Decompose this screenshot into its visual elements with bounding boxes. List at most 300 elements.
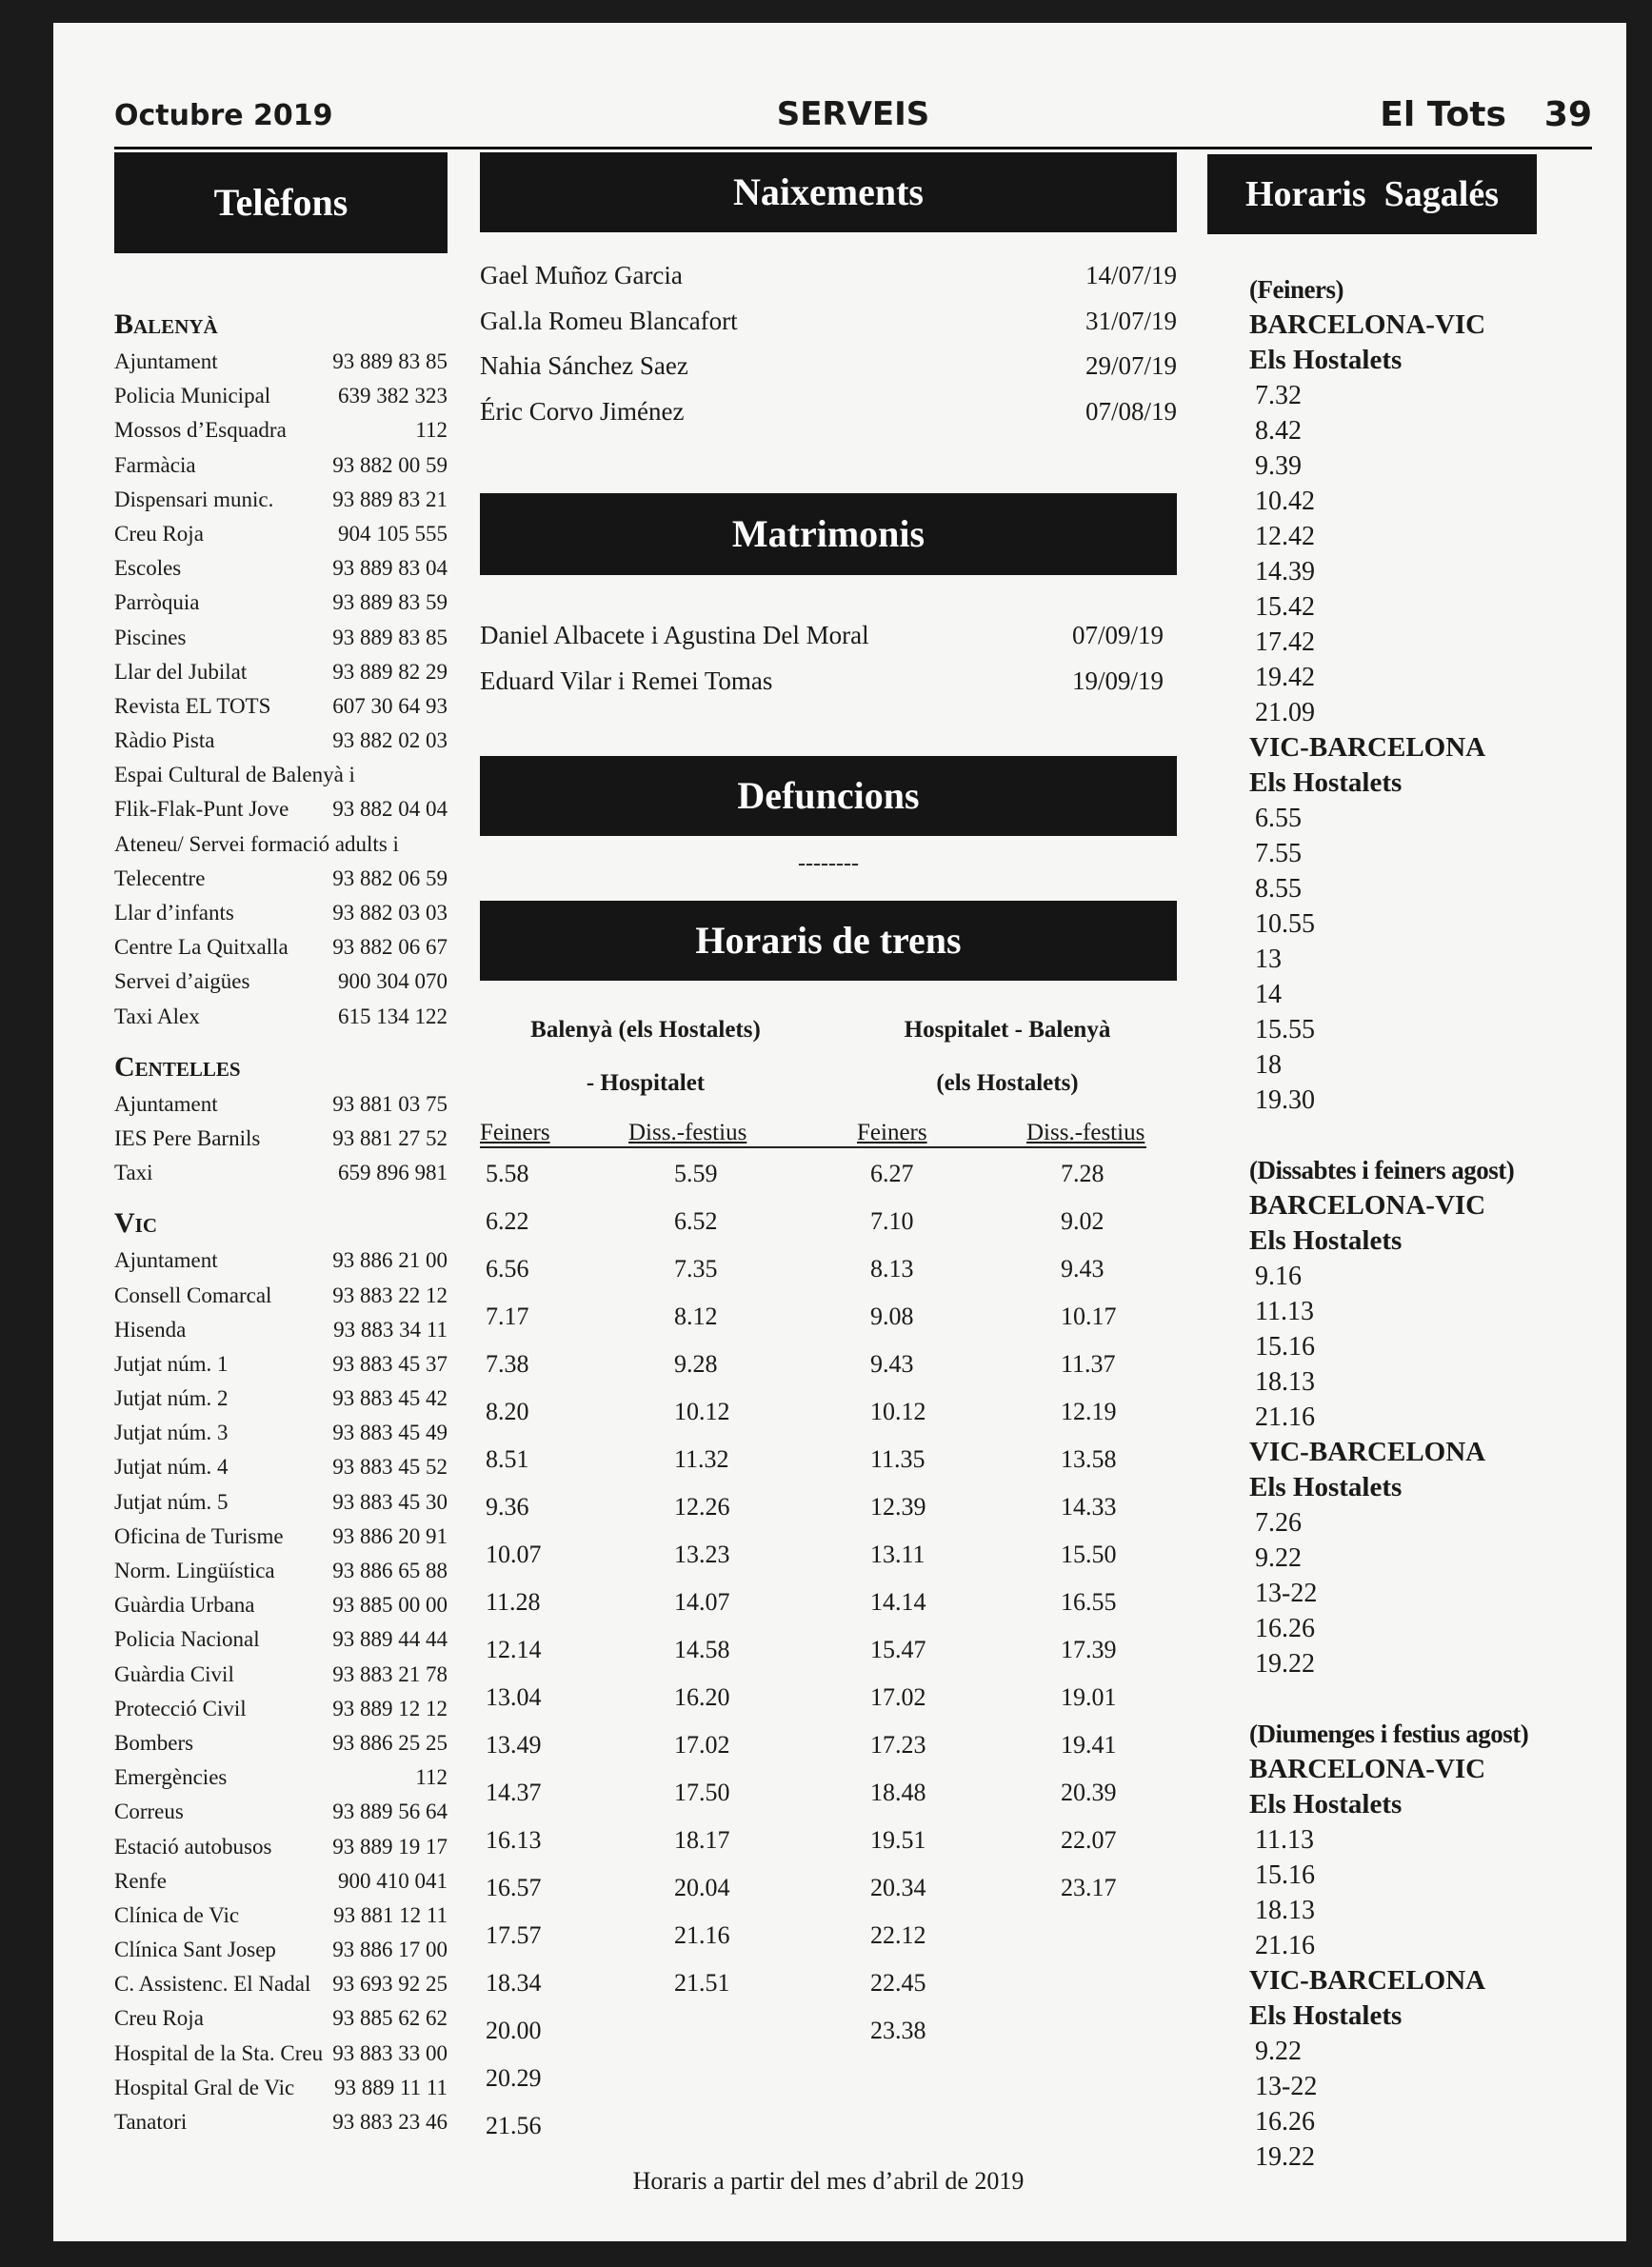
- train-time: 13.49: [486, 1731, 542, 1759]
- phone-number: 93 693 92 25: [332, 1972, 448, 1997]
- phone-list-vic: [114, 1243, 448, 2139]
- phone-entry: [114, 2001, 448, 2036]
- town-heading-vic: Vic: [114, 1207, 158, 1240]
- bus-time: 18.13: [1255, 1896, 1315, 1925]
- phone-label: Emergències: [114, 1765, 228, 1790]
- phone-entry: [114, 1382, 448, 1416]
- phone-label: Policia Nacional: [114, 1627, 260, 1652]
- train-time: 20.34: [870, 1874, 926, 1901]
- bus-time: 11.13: [1255, 1825, 1314, 1855]
- phone-entry: [114, 1000, 448, 1034]
- phone-entry: [114, 1450, 448, 1484]
- phone-entry: [114, 1087, 448, 1122]
- bus-time: 12.42: [1255, 522, 1315, 551]
- phone-label: Servei d’aigües: [114, 969, 250, 994]
- train-time: 22.12: [870, 1921, 926, 1949]
- phone-entry: [114, 1347, 448, 1382]
- bus-time: 10.55: [1255, 909, 1315, 939]
- train-time: 17.02: [870, 1683, 926, 1711]
- bus-time: 10.42: [1255, 487, 1315, 516]
- train-time: 7.28: [1061, 1160, 1105, 1187]
- phone-entry: [114, 1554, 448, 1588]
- train-time: 14.58: [674, 1636, 730, 1663]
- bus-time: 19.22: [1255, 2142, 1315, 2172]
- phone-number: 93 885 00 00: [332, 1593, 448, 1618]
- phone-entry: [114, 1658, 448, 1692]
- train-time: 9.43: [870, 1350, 914, 1378]
- train-time: 10.12: [870, 1398, 926, 1425]
- phone-entry: [114, 930, 448, 964]
- train-time: 16.55: [1061, 1588, 1117, 1616]
- train-time: 13.11: [870, 1541, 926, 1568]
- phone-entry: [114, 1622, 448, 1657]
- phone-number: 904 105 555: [338, 521, 448, 546]
- train-time: 11.35: [870, 1445, 926, 1473]
- phone-number: 93 883 22 12: [332, 1283, 448, 1307]
- phone-label: Espai Cultural de Balenyà i: [114, 763, 355, 787]
- bus-time: 19.30: [1255, 1085, 1315, 1115]
- r2-festius-label: Diss.-festius: [1026, 1120, 1145, 1145]
- phone-number: 607 30 64 93: [332, 693, 448, 718]
- phone-number: 93 883 34 11: [333, 1317, 448, 1342]
- phone-label: Ajuntament: [114, 1091, 218, 1116]
- publication-info: [1380, 95, 1592, 134]
- train-time: 8.13: [870, 1255, 914, 1283]
- train-time: 8.12: [674, 1303, 718, 1330]
- bus-time: 21.16: [1255, 1931, 1315, 1960]
- phone-entry: [114, 1899, 448, 1933]
- phone-entry: [114, 483, 448, 517]
- phone-number: 93 882 04 04: [332, 797, 448, 822]
- sagales-banner: Horaris Sagalés: [1207, 154, 1537, 234]
- event-date: 07/09/19: [1071, 621, 1164, 649]
- phone-number: 93 883 45 30: [332, 1489, 448, 1514]
- phone-number: 93 883 45 52: [332, 1455, 448, 1480]
- train-time: 16.13: [486, 1826, 542, 1854]
- bus-time: 15.16: [1255, 1860, 1315, 1890]
- train-time: 7.35: [674, 1255, 718, 1283]
- bus-time: 14: [1255, 980, 1282, 1009]
- train-time: 17.50: [674, 1779, 730, 1806]
- phone-entry: [114, 448, 448, 483]
- phone-entry: [114, 517, 448, 551]
- phone-number: 93 889 56 64: [332, 1800, 448, 1824]
- phone-number: 93 882 06 67: [332, 935, 448, 960]
- phone-label: Hisenda: [114, 1317, 187, 1342]
- phone-number: 93 889 83 21: [332, 487, 448, 511]
- train-time: 21.16: [674, 1921, 730, 1949]
- phone-label: Ateneu/ Servei formació adults i: [114, 831, 399, 856]
- event-date: 07/08/19: [1085, 396, 1177, 426]
- r2-feiners-label: Feiners: [857, 1120, 927, 1145]
- bus-time: 16.26: [1255, 2107, 1315, 2137]
- phone-number: 93 882 02 03: [332, 728, 448, 753]
- naixements-banner: Naixements: [480, 152, 1177, 232]
- bus-time: 8.55: [1255, 874, 1302, 904]
- phone-label: Jutjat núm. 1: [114, 1351, 229, 1376]
- person-name: Daniel Albacete i Agustina Del Moral: [480, 621, 869, 649]
- phone-entry: [114, 2071, 448, 2105]
- train-time: 10.17: [1061, 1303, 1117, 1330]
- train-time: 22.07: [1061, 1826, 1117, 1854]
- phone-entry: [114, 1726, 448, 1760]
- phone-entry: [114, 1313, 448, 1347]
- person-name: Nahia Sánchez Saez: [480, 351, 688, 380]
- phone-label: Piscines: [114, 625, 187, 649]
- train-time: 20.04: [674, 1874, 730, 1901]
- publication-name: El Tots: [1380, 95, 1506, 134]
- bus-time: 11.13: [1255, 1297, 1314, 1326]
- train-time: 7.17: [486, 1303, 529, 1330]
- phone-label: Ràdio Pista: [114, 728, 215, 753]
- bus-time: 7.32: [1255, 381, 1302, 410]
- phone-entry: [114, 586, 448, 620]
- train-time: 13.23: [674, 1541, 730, 1568]
- bus-route: BARCELONA-VIC: [1249, 1190, 1486, 1221]
- phone-number: 93 889 83 59: [332, 590, 448, 615]
- bus-stop: Els Hostalets: [1249, 2000, 1403, 2031]
- train-time: 18.34: [486, 1969, 542, 1997]
- town-heading-balenya: Balenyà: [114, 308, 218, 340]
- phone-label: Revista EL TOTS: [114, 693, 271, 718]
- train-time: 9.36: [486, 1493, 529, 1521]
- bus-stop: Els Hostalets: [1249, 767, 1403, 798]
- phone-number: 615 134 122: [338, 1004, 448, 1028]
- phone-entry: [114, 1830, 448, 1864]
- phone-entry: [114, 792, 448, 826]
- birth-entry: [480, 299, 1177, 345]
- train-time: 19.01: [1061, 1683, 1117, 1711]
- train-time: 20.00: [486, 2017, 542, 2044]
- train-time: 12.39: [870, 1493, 926, 1521]
- bus-stop: Els Hostalets: [1249, 345, 1403, 375]
- phone-entry: [114, 621, 448, 655]
- train-time: 14.14: [870, 1588, 926, 1616]
- train-time: 17.39: [1061, 1636, 1117, 1663]
- train-time: 8.51: [486, 1445, 529, 1473]
- phone-label: Norm. Lingüística: [114, 1559, 275, 1582]
- bus-time: 21.09: [1255, 698, 1315, 727]
- train-time: 9.02: [1061, 1207, 1105, 1235]
- phone-number: 93 886 17 00: [332, 1938, 448, 1962]
- phone-entry: [114, 758, 448, 792]
- phone-list-balenya: [114, 345, 448, 1034]
- phone-number: 93 889 19 17: [332, 1834, 448, 1859]
- phone-label: Creu Roja: [114, 521, 204, 546]
- bus-time: 18.13: [1255, 1367, 1315, 1397]
- phone-label: Bombers: [114, 1730, 194, 1755]
- train-time: 20.29: [486, 2064, 542, 2092]
- phone-label: Creu Roja: [114, 2006, 204, 2031]
- train-time: 18.48: [870, 1779, 926, 1806]
- phone-entry: [114, 862, 448, 896]
- phone-number: 900 410 041: [338, 1868, 448, 1893]
- phone-label: Taxi: [114, 1161, 153, 1185]
- phone-label: Ajuntament: [114, 1248, 218, 1273]
- r2-feiners-times: [870, 1150, 926, 2055]
- phone-number: 93 886 25 25: [332, 1730, 448, 1755]
- section-title: SERVEIS: [776, 95, 930, 133]
- train-time: 16.20: [674, 1683, 730, 1711]
- train-time: 17.23: [870, 1731, 926, 1759]
- bus-time: 9.39: [1255, 451, 1302, 481]
- person-name: Gal.la Romeu Blancafort: [480, 306, 738, 335]
- train-time: 17.57: [486, 1921, 542, 1949]
- phone-number: 93 889 83 04: [332, 556, 448, 581]
- phone-entry: [114, 964, 448, 999]
- phone-entry: [114, 1122, 448, 1156]
- bus-stop: Els Hostalets: [1249, 1789, 1403, 1820]
- birth-entry: [480, 344, 1177, 389]
- train-time: 13.58: [1061, 1445, 1117, 1473]
- phone-label: Telecentre: [114, 865, 206, 890]
- phone-number: 93 881 12 11: [333, 1902, 448, 1927]
- phone-number: 93 883 21 78: [332, 1661, 448, 1686]
- train-time: 8.20: [486, 1398, 529, 1425]
- train-time: 18.17: [674, 1826, 730, 1854]
- bus-time: 13-22: [1255, 1579, 1318, 1608]
- phone-number: 93 883 33 00: [332, 2040, 448, 2065]
- phone-entry: [114, 896, 448, 930]
- phone-label: C. Assistenc. El Nadal: [114, 1972, 311, 1997]
- train-time: 15.47: [870, 1636, 926, 1663]
- bus-condition: (Dissabtes i feiners agost): [1249, 1156, 1515, 1184]
- train-time: 21.56: [486, 2112, 542, 2139]
- train-time: 5.59: [674, 1160, 718, 1187]
- marriage-entry: [480, 659, 1164, 705]
- phone-number: 93 889 82 29: [332, 659, 448, 684]
- bus-route: VIC-BARCELONA: [1249, 1437, 1486, 1467]
- trens-banner: Horaris de trens: [480, 901, 1177, 981]
- bus-time: 9.16: [1255, 1262, 1302, 1291]
- train-time: 23.38: [870, 2017, 926, 2044]
- train-time: 13.04: [486, 1683, 542, 1711]
- bus-time: 16.26: [1255, 1614, 1315, 1643]
- phone-entry: [114, 345, 448, 379]
- phone-label: Jutjat núm. 4: [114, 1455, 229, 1480]
- phone-number: 93 881 27 52: [332, 1125, 448, 1150]
- phone-label: Jutjat núm. 2: [114, 1386, 229, 1411]
- bus-time: 18: [1255, 1050, 1282, 1080]
- phone-entry: [114, 551, 448, 586]
- phone-label: Llar del Jubilat: [114, 659, 248, 684]
- train-time: 6.27: [870, 1160, 914, 1187]
- person-name: Gael Muñoz Garcia: [480, 261, 683, 289]
- page-number: 39: [1543, 95, 1592, 134]
- train-time: 12.26: [674, 1493, 730, 1521]
- train-time: 7.10: [870, 1207, 914, 1235]
- phone-label: Tanatori: [114, 2110, 188, 2134]
- births-list: [480, 253, 1177, 434]
- newspaper-page: [53, 23, 1626, 2241]
- event-date: 31/07/19: [1085, 306, 1177, 335]
- phone-entry: [114, 2105, 448, 2139]
- marriage-entry: [480, 613, 1164, 659]
- train-time: 7.38: [486, 1350, 529, 1378]
- phone-label: Clínica de Vic: [114, 1902, 240, 1927]
- phone-entry: [114, 655, 448, 689]
- phone-label: Clínica Sant Josep: [114, 1938, 276, 1962]
- issue-date: Octubre 2019: [114, 99, 333, 132]
- phone-entry: [114, 1795, 448, 1829]
- train-time: 9.28: [674, 1350, 718, 1378]
- phone-number: 93 889 11 11: [333, 2075, 448, 2099]
- phone-number: 112: [415, 1765, 448, 1790]
- event-date: 29/07/19: [1085, 351, 1177, 380]
- train-time: 15.50: [1061, 1541, 1117, 1568]
- bus-route: VIC-BARCELONA: [1249, 732, 1486, 763]
- phone-label: Centre La Quitxalla: [114, 935, 289, 960]
- phone-list-centelles: [114, 1087, 448, 1191]
- phone-number: 93 883 23 46: [332, 2110, 448, 2134]
- phone-entry: [114, 1279, 448, 1313]
- phone-number: 93 889 83 85: [332, 625, 448, 649]
- phone-label: Oficina de Turisme: [114, 1523, 284, 1548]
- phone-number: 112: [415, 418, 448, 443]
- bus-time: 21.16: [1255, 1402, 1315, 1432]
- phone-number: 93 883 45 37: [332, 1351, 448, 1376]
- bus-time: 15.16: [1255, 1332, 1315, 1362]
- train-time: 11.32: [674, 1445, 729, 1473]
- train-time: 22.45: [870, 1969, 926, 1997]
- birth-entry: [480, 389, 1177, 435]
- train-time: 6.52: [674, 1207, 718, 1235]
- birth-entry: [480, 253, 1177, 299]
- phone-label: Renfe: [114, 1868, 167, 1893]
- phone-entry: [114, 1967, 448, 2001]
- r1-festius-label: Diss.-festius: [628, 1120, 747, 1145]
- deaths-placeholder: --------: [798, 851, 859, 876]
- train-time: 16.57: [486, 1874, 542, 1901]
- phone-entry: [114, 1156, 448, 1190]
- matrimonis-banner: Matrimonis: [480, 493, 1177, 575]
- train-time: 14.37: [486, 1779, 542, 1806]
- phone-number: 93 889 83 85: [332, 349, 448, 373]
- phone-number: 93 885 62 62: [332, 2006, 448, 2031]
- phone-label: Hospital Gral de Vic: [114, 2075, 295, 2099]
- bus-time: 9.22: [1255, 2037, 1302, 2066]
- phone-entry: [114, 689, 448, 724]
- phone-number: 900 304 070: [338, 969, 448, 994]
- phone-number: 93 882 06 59: [332, 865, 448, 890]
- bus-time: 8.42: [1255, 416, 1302, 446]
- phone-entry: [114, 1760, 448, 1795]
- phone-label: Dispensari munic.: [114, 487, 274, 511]
- train-time: 23.17: [1061, 1874, 1117, 1901]
- phone-directory: [114, 308, 448, 2139]
- phone-entry: [114, 413, 448, 447]
- phone-entry: [114, 2037, 448, 2071]
- train-time: 10.12: [674, 1398, 730, 1425]
- phone-label: Estació autobusos: [114, 1834, 272, 1859]
- bus-time: 13-22: [1255, 2072, 1318, 2101]
- phone-number: 93 883 45 42: [332, 1386, 448, 1411]
- town-heading-centelles: Centelles: [114, 1050, 241, 1083]
- bus-time: 7.55: [1255, 839, 1302, 868]
- phone-label: Jutjat núm. 5: [114, 1489, 229, 1514]
- phone-number: 93 889 44 44: [332, 1627, 448, 1652]
- phone-label: Protecció Civil: [114, 1696, 247, 1720]
- train-time: 6.22: [486, 1207, 529, 1235]
- bus-condition: (Diumenges i festius agost): [1249, 1720, 1529, 1748]
- phone-number: 93 886 65 88: [332, 1559, 448, 1582]
- phone-entry: [114, 1416, 448, 1450]
- phone-entry: [114, 379, 448, 413]
- phone-number: 93 886 20 91: [332, 1523, 448, 1548]
- phone-number: 93 882 03 03: [332, 901, 448, 925]
- train-time: 17.02: [674, 1731, 730, 1759]
- event-date: 19/09/19: [1071, 666, 1164, 695]
- phone-label: Ajuntament: [114, 349, 218, 373]
- r1-feiners-label: Feiners: [480, 1120, 550, 1145]
- train-time: 9.08: [870, 1303, 914, 1330]
- route1-heading: Balenyà (els Hostalets) - Hospitalet: [530, 1017, 761, 1096]
- train-time: 12.14: [486, 1636, 542, 1663]
- train-time: 21.51: [674, 1969, 730, 1997]
- section-spacer: [1249, 1681, 1554, 1717]
- bus-route: VIC-BARCELONA: [1249, 1965, 1486, 1996]
- bus-condition: (Feiners): [1249, 275, 1343, 304]
- train-time: 10.07: [486, 1541, 542, 1568]
- train-time: 5.58: [486, 1160, 529, 1187]
- train-time: 12.19: [1061, 1398, 1117, 1425]
- bus-time: 14.39: [1255, 557, 1315, 587]
- phone-entry: [114, 1243, 448, 1278]
- bus-time: 17.42: [1255, 627, 1315, 657]
- train-time: 9.43: [1061, 1255, 1105, 1283]
- train-time: 14.07: [674, 1588, 730, 1616]
- bus-stop: Els Hostalets: [1249, 1472, 1403, 1502]
- bus-route: BARCELONA-VIC: [1249, 1754, 1486, 1784]
- phone-entry: [114, 1692, 448, 1726]
- phone-label: Taxi Alex: [114, 1004, 200, 1028]
- r1-festius-times: [674, 1150, 730, 2007]
- phone-entry: [114, 1588, 448, 1622]
- phone-label: Jutjat núm. 3: [114, 1421, 229, 1445]
- phone-label: Hospital de la Sta. Creu: [114, 2040, 324, 2065]
- event-date: 14/07/19: [1085, 261, 1177, 289]
- timetable-rule: [480, 1146, 1146, 1148]
- marriages-list: [480, 613, 1164, 704]
- person-name: Eduard Vilar i Remei Tomas: [480, 666, 773, 695]
- phone-entry: [114, 827, 448, 862]
- phone-number: 93 889 12 12: [332, 1696, 448, 1720]
- phone-entry: [114, 1864, 448, 1899]
- bus-time: 13: [1255, 945, 1282, 974]
- train-time: 19.41: [1061, 1731, 1117, 1759]
- bus-timetable: [1249, 272, 1554, 2175]
- train-time: 11.28: [486, 1588, 541, 1616]
- r2-festius-times: [1061, 1150, 1117, 1912]
- phone-number: 659 896 981: [338, 1161, 448, 1185]
- phone-label: Parròquia: [114, 590, 200, 615]
- phone-entry: [114, 1933, 448, 1967]
- train-time: 11.37: [1061, 1350, 1116, 1378]
- train-time: 14.33: [1061, 1493, 1117, 1521]
- bus-time: 19.42: [1255, 663, 1315, 692]
- phone-number: 639 382 323: [338, 384, 448, 408]
- train-time: 20.39: [1061, 1779, 1117, 1806]
- bus-stop: Els Hostalets: [1249, 1225, 1403, 1256]
- bus-route: BARCELONA-VIC: [1249, 309, 1486, 340]
- bus-time: 7.26: [1255, 1508, 1302, 1538]
- phone-label: Flik-Flak-Punt Jove: [114, 797, 289, 822]
- page-header: [114, 80, 1592, 149]
- phone-label: Correus: [114, 1800, 184, 1824]
- phone-number: 93 883 45 49: [332, 1421, 448, 1445]
- phone-label: Llar d’infants: [114, 901, 234, 925]
- bus-time: 15.42: [1255, 592, 1315, 622]
